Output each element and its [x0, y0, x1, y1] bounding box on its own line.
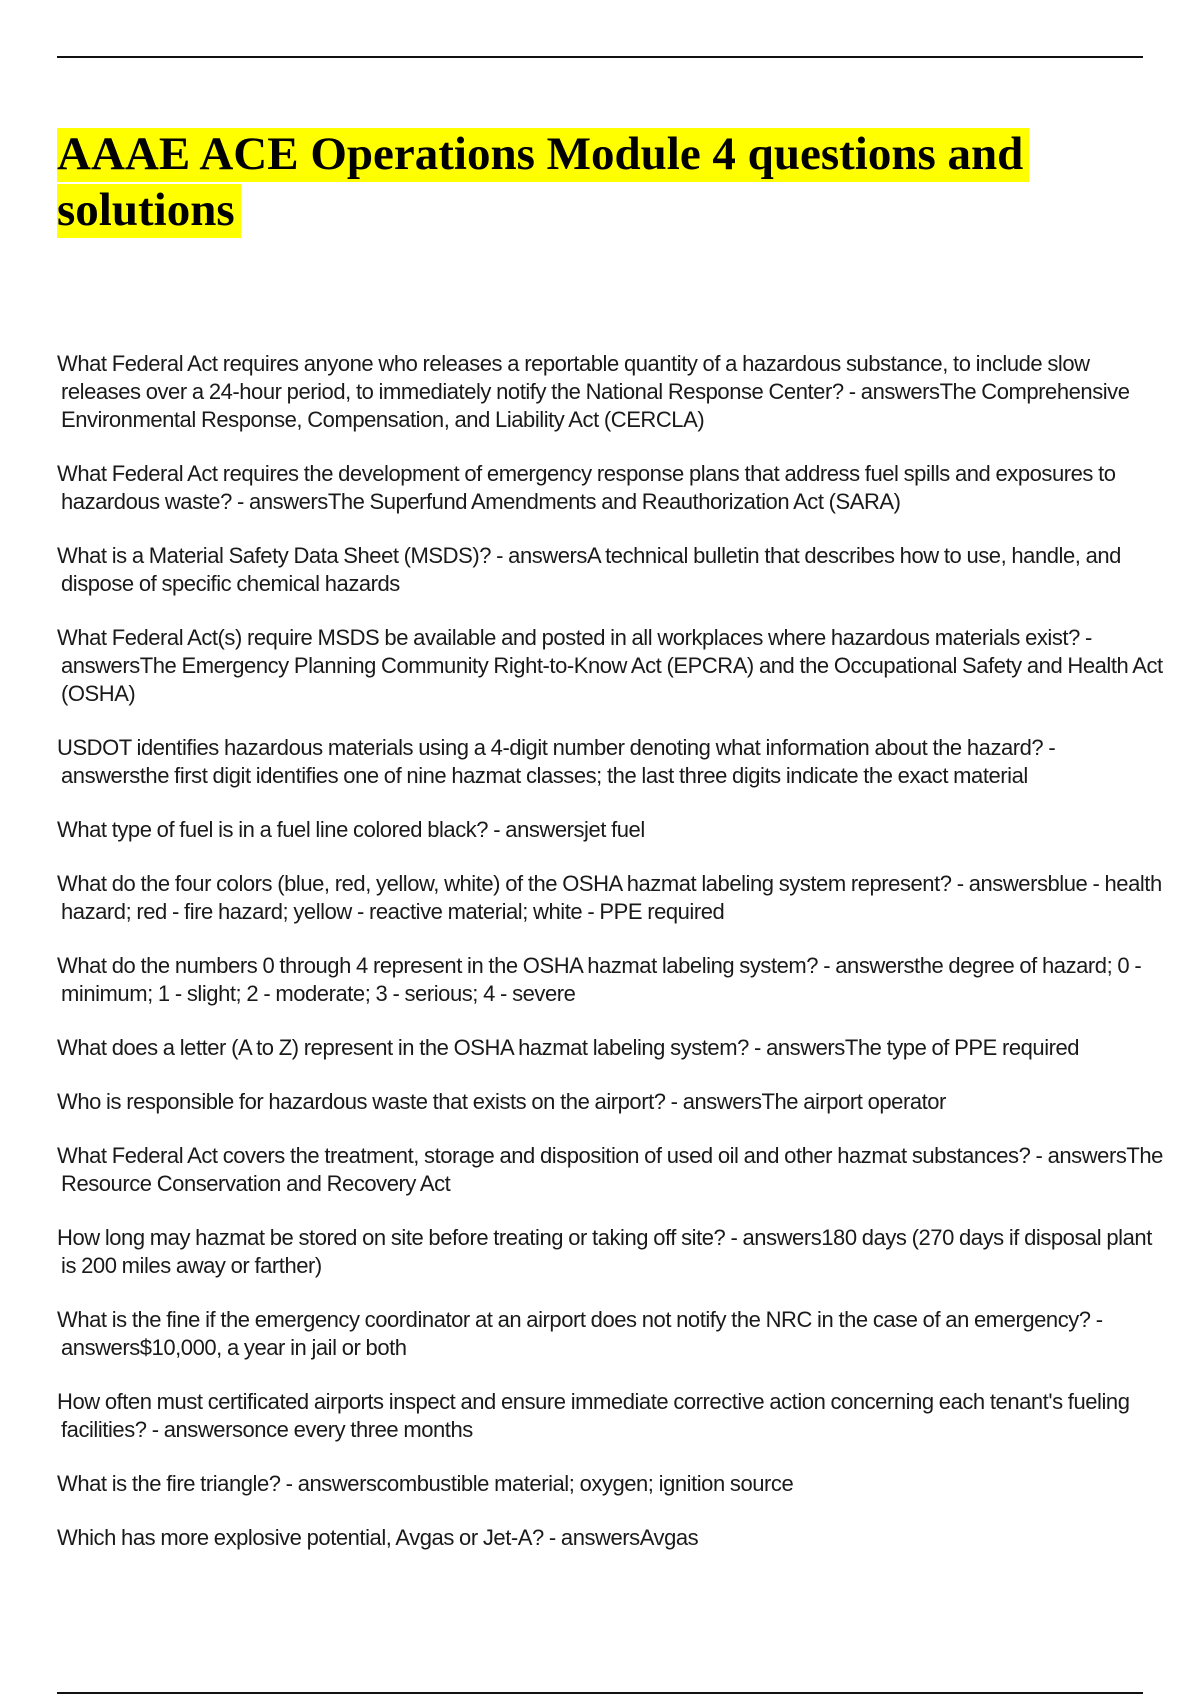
- qa-item: What Federal Act covers the treatment, storage and disposition of used oil and other hazmat substances? - answersThe Resource Conservation and Recovery Act: [57, 1143, 1163, 1196]
- qa-item: What does a letter (A to Z) represent in the OSHA hazmat labeling system? - answersThe type of PPE required: [57, 1035, 1080, 1060]
- qa-item: Who is responsible for hazardous waste that exists on the airport? - answersThe airport operator: [57, 1089, 946, 1114]
- qa-list: [57, 350, 1167, 1578]
- qa-item: What type of fuel is in a fuel line colored black? - answersjet fuel: [57, 817, 645, 842]
- title-highlight: AAAE ACE Operations Module 4 questions and solutions: [57, 128, 1029, 238]
- qa-item: What do the four colors (blue, red, yellow, white) of the OSHA hazmat labeling system represent? - answersblue - health hazard; red - fire hazard; yellow - reactive material; white - PPE required: [57, 871, 1162, 924]
- qa-item: What is the fire triangle? - answerscombustible material; oxygen; ignition source: [57, 1471, 794, 1496]
- qa-item: What Federal Act(s) require MSDS be available and posted in all workplaces where hazardous materials exist? - answersThe Emergency Planning Community Right-to-Know Act (EPCRA) and the Occupational Safety and Health Act (OSHA): [57, 625, 1163, 706]
- qa-item: What do the numbers 0 through 4 represent in the OSHA hazmat labeling system? - answersthe degree of hazard; 0 - minimum; 1 - slight; 2 - moderate; 3 - serious; 4 - severe: [57, 953, 1142, 1006]
- top-rule: [57, 56, 1143, 58]
- qa-item: Which has more explosive potential, Avgas or Jet-A? - answersAvgas: [57, 1525, 699, 1550]
- qa-item: What Federal Act requires anyone who releases a reportable quantity of a hazardous substance, to include slow releases over a 24-hour period, to immediately notify the National Response Center? - answersThe Comprehensive Environmental Response, Compensation, and Liability Act (CERCLA): [57, 351, 1130, 432]
- qa-item: How often must certificated airports inspect and ensure immediate corrective action concerning each tenant's fueling facilities? - answersonce every three months: [57, 1389, 1130, 1442]
- qa-item: What is a Material Safety Data Sheet (MSDS)? - answersA technical bulletin that describes how to use, handle, and dispose of specific chemical hazards: [57, 543, 1121, 596]
- document-title: [57, 126, 1077, 238]
- qa-item: What is the fine if the emergency coordinator at an airport does not notify the NRC in the case of an emergency? - answers$10,000, a year in jail or both: [57, 1307, 1103, 1360]
- bottom-rule: [57, 1692, 1143, 1694]
- qa-item: USDOT identifies hazardous materials using a 4-digit number denoting what information about the hazard? - answersthe first digit identifies one of nine hazmat classes; the last three digits indicate the exact material: [57, 735, 1056, 788]
- qa-item: How long may hazmat be stored on site before treating or taking off site? - answers180 days (270 days if disposal plant is 200 miles away or farther): [57, 1225, 1152, 1278]
- qa-item: What Federal Act requires the development of emergency response plans that address fuel spills and exposures to hazardous waste? - answersThe Superfund Amendments and Reauthorization Act (SARA): [57, 461, 1116, 514]
